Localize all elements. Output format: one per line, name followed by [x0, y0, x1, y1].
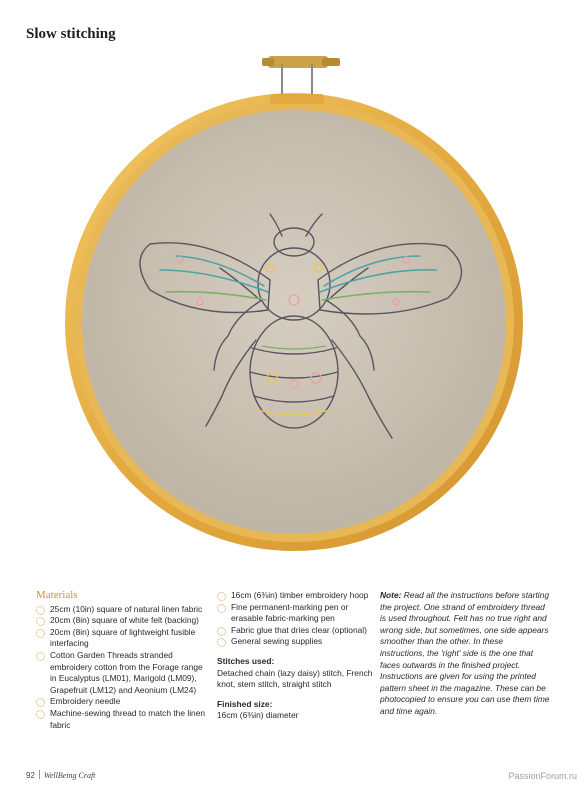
checkbox-circle-icon	[36, 710, 45, 719]
checkbox-circle-icon	[36, 652, 45, 661]
checkbox-circle-icon	[36, 617, 45, 626]
finished-size-text: 16cm (6⅜in) diameter	[217, 710, 299, 721]
magazine-name: WellBeing Craft	[43, 771, 96, 780]
stitches-text: Detached chain (lazy daisy) stitch, French knot, stem stitch, straight stitch	[217, 667, 373, 690]
list-item: 25cm (10in) square of natural linen fabric	[36, 604, 206, 616]
list-item: Embroidery needle	[36, 696, 206, 708]
linen-fabric	[82, 110, 506, 534]
list-item: Fabric glue that dries clear (optional)	[217, 625, 377, 637]
checkbox-circle-icon	[217, 638, 226, 647]
list-item: Fine permanent-marking pen or erasable fabric-marking pen	[217, 602, 377, 625]
list-item: Machine-sewing thread to match the linen fabric	[36, 708, 206, 731]
watermark: PassionForum.ru	[508, 771, 577, 781]
materials-list	[36, 604, 206, 732]
checkbox-circle-icon	[36, 606, 45, 615]
list-item: 20cm (8in) square of white felt (backing)	[36, 615, 206, 627]
page-footer	[26, 770, 95, 780]
materials-column-2	[217, 590, 377, 722]
materials-column	[36, 590, 206, 731]
materials-title: Materials	[36, 589, 78, 601]
finished-size-title: Finished size:	[217, 698, 273, 709]
list-item: General sewing supplies	[217, 636, 377, 648]
note-label: Note:	[380, 590, 402, 600]
note-column	[380, 590, 550, 718]
checkbox-circle-icon	[217, 604, 226, 613]
list-item: Cotton Garden Threads stranded embroidery cotton from the Forage range in Eucalyptus (LM01), Marigold (LM09), Grapefruit (LM12) and Aeonium (LM24)	[36, 650, 206, 696]
checkbox-circle-icon	[36, 698, 45, 707]
note-text: Read all the instructions before starting the project. One strand of embroidery thread is used throughout. Felt has no true right and wrong side, but sometimes, one side appears smoother than the other. In these instructions, the 'right' side is the one that faces outwards in the finished project. Instructions are given for using the printed pattern sheet in the magazine. These can be photocopied to ensure you can use them time and time again.	[380, 590, 550, 716]
footer-divider	[39, 770, 40, 779]
list-item: 20cm (8in) square of lightweight fusible interfacing	[36, 627, 206, 650]
page-heading: Slow stitching	[26, 26, 116, 42]
checkbox-circle-icon	[217, 592, 226, 601]
checkbox-circle-icon	[36, 629, 45, 638]
checkbox-circle-icon	[217, 627, 226, 636]
stitches-title: Stitches used:	[217, 655, 275, 666]
list-item: 16cm (6⅜in) timber embroidery hoop	[217, 590, 377, 602]
materials-list-2	[217, 590, 377, 648]
page-number: 92	[26, 771, 35, 780]
